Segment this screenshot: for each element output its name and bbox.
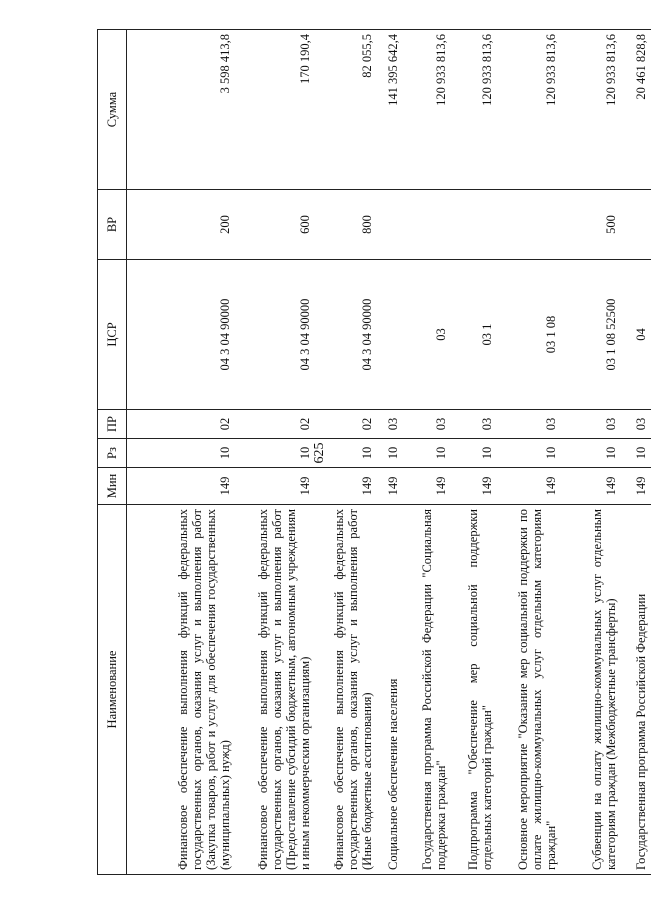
row-csr: 03 1 08 bbox=[497, 260, 561, 410]
row-sum: 82 055,5 bbox=[315, 30, 377, 190]
row-sum: 120 933 813,6 bbox=[561, 30, 621, 190]
row-vr: 600 bbox=[235, 190, 315, 260]
row-name: Субвенции на оплату жилищно-коммунальных услуг отдельным категориям граждан (Межбюджетные трансферты) bbox=[561, 505, 621, 875]
row-name: Финансовое обеспечение выполнения функций федеральных государственных органов, оказания услуг и выполнения работ (Иные бюджетные ассигнования) bbox=[315, 505, 377, 875]
row-min: 149 bbox=[235, 468, 315, 505]
table-row bbox=[315, 30, 377, 875]
row-min: 149 bbox=[561, 468, 621, 505]
row-rz: 10 bbox=[235, 439, 315, 468]
row-pr: 03 bbox=[403, 410, 451, 439]
row-sum: 141 395 642,4 bbox=[377, 30, 403, 190]
row-vr: 800 bbox=[315, 190, 377, 260]
row-rz: 10 bbox=[315, 439, 377, 468]
header-min: Мин bbox=[98, 468, 127, 505]
row-min: 149 bbox=[127, 468, 235, 505]
row-pr: 03 bbox=[451, 410, 497, 439]
row-sum: 120 933 813,6 bbox=[451, 30, 497, 190]
row-vr bbox=[451, 190, 497, 260]
row-vr bbox=[377, 190, 403, 260]
row-csr: 04 bbox=[621, 260, 651, 410]
row-sum: 120 933 813,6 bbox=[497, 30, 561, 190]
row-min: 149 bbox=[315, 468, 377, 505]
row-pr: 03 bbox=[621, 410, 651, 439]
table-row bbox=[497, 30, 561, 875]
row-csr: 04 3 04 90000 bbox=[127, 260, 235, 410]
budget-table bbox=[97, 29, 651, 875]
row-rz: 10 bbox=[127, 439, 235, 468]
table-row bbox=[403, 30, 451, 875]
table-header bbox=[98, 30, 127, 875]
table-body bbox=[127, 30, 651, 875]
row-vr: 500 bbox=[561, 190, 621, 260]
page-number: 625 bbox=[312, 442, 327, 464]
row-sum: 120 933 813,6 bbox=[403, 30, 451, 190]
row-sum: 20 461 828,8 bbox=[621, 30, 651, 190]
row-pr: 03 bbox=[561, 410, 621, 439]
row-min: 149 bbox=[403, 468, 451, 505]
row-vr: 200 bbox=[127, 190, 235, 260]
table-row bbox=[451, 30, 497, 875]
row-rz: 10 bbox=[497, 439, 561, 468]
rotated-page-content bbox=[97, 30, 648, 875]
header-name: Наименование bbox=[98, 505, 127, 875]
header-row bbox=[98, 30, 127, 875]
header-vr: ВР bbox=[98, 190, 127, 260]
row-name: Государственная программа Российской Федерации bbox=[621, 505, 651, 875]
row-sum: 3 598 413,8 bbox=[127, 30, 235, 190]
row-rz: 10 bbox=[403, 439, 451, 468]
row-name: Государственная программа Российской Федерации "Социальная поддержка граждан" bbox=[403, 505, 451, 875]
row-name: Основное мероприятие "Оказание мер социальной поддержки по оплате жилищно-коммунальных услуг отдельным категориям граждан" bbox=[497, 505, 561, 875]
row-pr: 02 bbox=[235, 410, 315, 439]
row-name: Финансовое обеспечение выполнения функций федеральных государственных органов, оказания услуг и выполнения работ (Закупка товаров, работ и услуг для обеспечения государственных (муниципальных) нужд) bbox=[127, 505, 235, 875]
row-vr bbox=[621, 190, 651, 260]
row-csr: 03 1 08 52500 bbox=[561, 260, 621, 410]
row-name: Подпрограмма "Обеспечение мер социальной поддержки отдельных категорий граждан" bbox=[451, 505, 497, 875]
row-rz: 10 bbox=[377, 439, 403, 468]
header-csr: ЦСР bbox=[98, 260, 127, 410]
row-rz: 10 bbox=[561, 439, 621, 468]
row-pr: 02 bbox=[127, 410, 235, 439]
row-rz: 10 bbox=[451, 439, 497, 468]
row-csr: 03 1 bbox=[451, 260, 497, 410]
row-pr: 02 bbox=[315, 410, 377, 439]
row-sum: 170 190,4 bbox=[235, 30, 315, 190]
table-row bbox=[127, 30, 235, 875]
header-rz: Рз bbox=[98, 439, 127, 468]
row-vr bbox=[403, 190, 451, 260]
row-min: 149 bbox=[497, 468, 561, 505]
row-csr: 04 3 04 90000 bbox=[315, 260, 377, 410]
table-row bbox=[377, 30, 403, 875]
row-name: Социальное обеспечение населения bbox=[377, 505, 403, 875]
row-csr: 03 bbox=[403, 260, 451, 410]
row-rz: 10 bbox=[621, 439, 651, 468]
row-min: 149 bbox=[377, 468, 403, 505]
row-pr: 03 bbox=[497, 410, 561, 439]
table-row bbox=[621, 30, 651, 875]
row-min: 149 bbox=[451, 468, 497, 505]
row-pr: 03 bbox=[377, 410, 403, 439]
row-vr bbox=[497, 190, 561, 260]
row-csr: 04 3 04 90000 bbox=[235, 260, 315, 410]
row-csr bbox=[377, 260, 403, 410]
header-sum: Сумма bbox=[98, 30, 127, 190]
table-row bbox=[561, 30, 621, 875]
header-pr: ПР bbox=[98, 410, 127, 439]
row-min: 149 bbox=[621, 468, 651, 505]
row-name: Финансовое обеспечение выполнения функций федеральных государственных органов, оказания услуг и выполнения работ (Предоставление субсидий бюджетным, автономным учреждениям и иным некоммерческим организациям) bbox=[235, 505, 315, 875]
table-row bbox=[235, 30, 315, 875]
